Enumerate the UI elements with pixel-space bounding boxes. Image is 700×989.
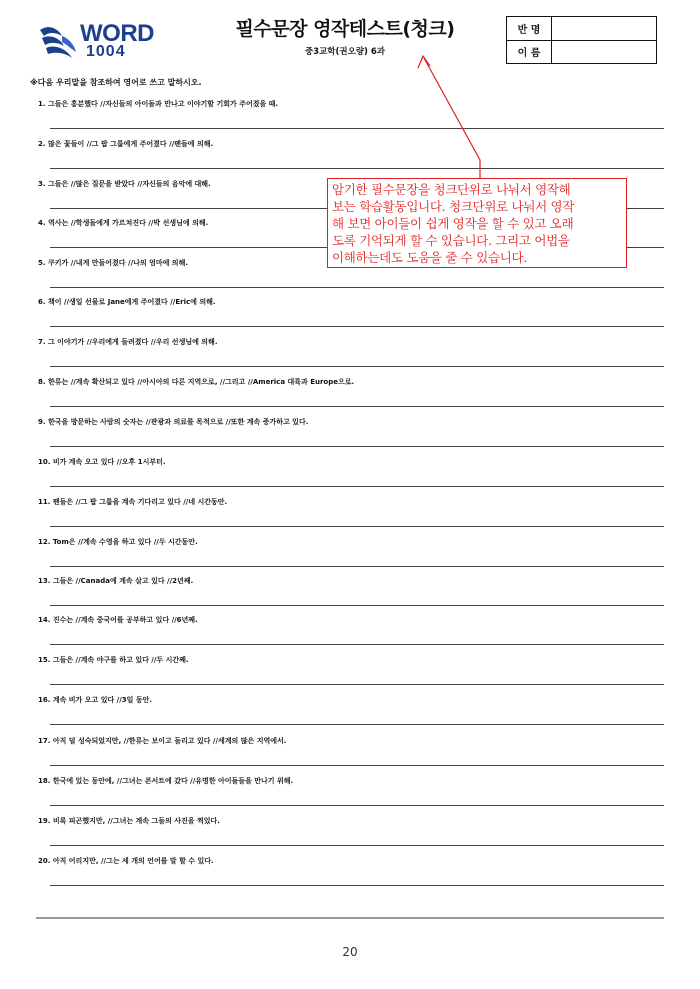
question-text: 15. 그들은 //계속 야구를 하고 있다 //두 시간째.: [38, 656, 189, 664]
list-item: [38, 338, 664, 374]
list-item: [38, 777, 664, 813]
question-text: 3. 그들은 //많은 질문을 받았다 //자신들의 음악에 대해.: [38, 180, 211, 188]
question-text: 14. 진수는 //계속 중국어를 공부하고 있다 //6년째.: [38, 616, 198, 624]
callout-line: 암기한 필수문장을 청크단위로 나눠서 영작해: [332, 182, 571, 197]
answer-line[interactable]: [50, 724, 664, 725]
answer-line[interactable]: [50, 486, 664, 487]
callout-line: 해 보면 아이들이 쉽게 영작을 할 수 있고 오래: [332, 216, 574, 231]
question-text: 12. Tom은 //계속 수영을 하고 있다 //두 시간동안.: [38, 538, 198, 546]
question-text: 2. 많은 꽃들이 //그 팝 그룹에게 주어졌다 //팬들에 의해.: [38, 140, 214, 148]
question-text: 13. 그들은 //Canada에 계속 살고 있다 //2년째.: [38, 577, 194, 585]
logo-number: 1004: [86, 43, 126, 60]
list-item: [38, 857, 664, 893]
instruction-text: ※다음 우리말을 참조하여 영어로 쓰고 말하시오.: [30, 78, 202, 87]
list-item: [38, 418, 664, 454]
list-item: [38, 817, 664, 853]
class-label: 반 명: [507, 17, 552, 41]
list-item: [38, 737, 664, 773]
logo-word: WORD: [80, 20, 154, 47]
question-text: 4. 역사는 //학생들에게 가르쳐진다 //박 선생님에 의해.: [38, 219, 209, 227]
list-item: [38, 140, 664, 176]
question-text: 9. 한국을 방문하는 사람의 숫자는 //관광과 의료를 목적으로 //또한 계속 증가하고 있다.: [38, 418, 309, 426]
list-item: [38, 696, 664, 732]
answer-line[interactable]: [50, 605, 664, 606]
answer-line[interactable]: [50, 566, 664, 567]
callout-line: 보는 학습활동입니다. 청크단위로 나눠서 영작: [332, 199, 575, 214]
question-text: 20. 아직 어리지만, //그는 세 개의 언어를 말 할 수 있다.: [38, 857, 214, 865]
answer-line[interactable]: [50, 684, 664, 685]
list-item: [38, 458, 664, 494]
answer-line[interactable]: [50, 168, 664, 169]
callout-line: 도록 기억되게 할 수 있습니다. 그리고 어법을: [332, 233, 570, 248]
question-text: 19. 비록 피곤했지만, //그녀는 계속 그들의 사진을 찍었다.: [38, 817, 220, 825]
answer-line[interactable]: [50, 526, 664, 527]
list-item: [38, 538, 664, 574]
question-text: 5. 쿠키가 //내게 만들어졌다 //나의 엄마에 의해.: [38, 259, 188, 267]
list-item: [38, 656, 664, 692]
name-label: 이 름: [507, 40, 552, 64]
answer-line[interactable]: [50, 805, 664, 806]
page-title: 필수문장 영작테스트(청크): [235, 18, 455, 40]
question-text: 10. 비가 계속 오고 있다 //오후 1시부터.: [38, 458, 166, 466]
answer-line[interactable]: [50, 446, 664, 447]
answer-line[interactable]: [50, 644, 664, 645]
question-text: 7. 그 이야기가 //우리에게 들려졌다 //우리 선생님에 의해.: [38, 338, 218, 346]
answer-line[interactable]: [50, 845, 664, 846]
page-subtitle: 중3교학(권오량) 6과: [304, 47, 386, 57]
question-text: 8. 한류는 //계속 확산되고 있다 //아시아의 다른 지역으로, //그리고 //America 대륙과 Europe으로.: [38, 378, 355, 386]
question-text: 11. 팬들은 //그 팝 그룹을 계속 기다리고 있다 //네 시간동안.: [38, 498, 228, 506]
callout-line: 이해하는데도 도움을 줄 수 있습니다.: [332, 250, 527, 265]
list-item: [38, 498, 664, 534]
question-text: 17. 아직 덜 성숙되었지만, //한류는 보이고 들리고 있다 //세계의 많은 지역에서.: [38, 737, 287, 745]
footer-divider: [36, 917, 664, 919]
question-text: 18. 한국에 있는 동안에, //그녀는 콘서트에 갔다 //유명한 아이돌들을 만나기 위해.: [38, 777, 294, 785]
list-item: [38, 577, 664, 613]
question-text: 16. 계속 비가 오고 있다 //3일 동안.: [38, 696, 153, 704]
page-number: 20: [342, 945, 358, 959]
list-item: [38, 378, 664, 414]
annotation-callout: [327, 178, 627, 268]
answer-line[interactable]: [50, 885, 664, 886]
question-text: 6. 책이 //생일 선물로 Jane에게 주어졌다 //Eric에 의해.: [38, 298, 216, 306]
answer-line[interactable]: [50, 765, 664, 766]
answer-line[interactable]: [50, 326, 664, 327]
answer-line[interactable]: [50, 406, 664, 407]
list-item: [38, 100, 664, 136]
answer-line[interactable]: [50, 366, 664, 367]
list-item: [38, 616, 664, 652]
list-item: [38, 298, 664, 334]
answer-line[interactable]: [50, 128, 664, 129]
question-text: 1. 그들은 흥분했다 //자신들의 아이돌과 만나고 이야기할 기회가 주어졌을 때.: [38, 100, 279, 108]
answer-line[interactable]: [50, 287, 664, 288]
